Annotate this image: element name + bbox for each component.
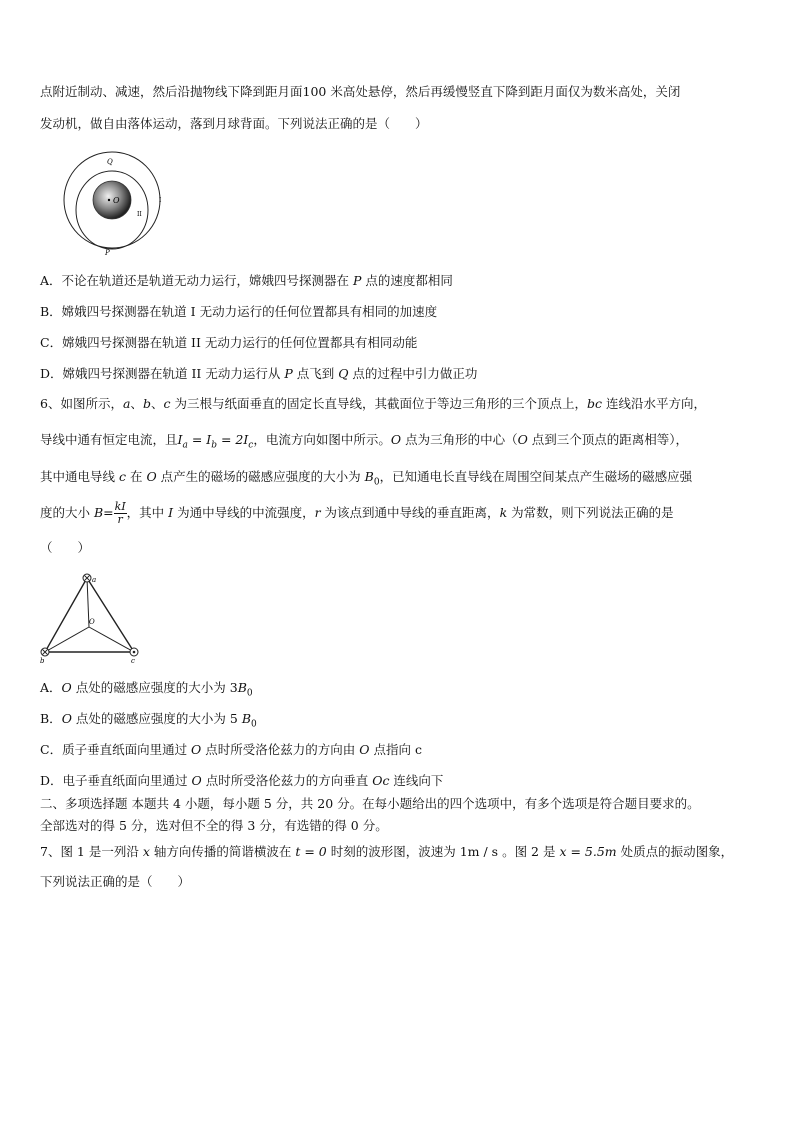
label-c: c	[131, 657, 135, 665]
label-a: a	[92, 576, 97, 584]
q5-option-d: D．嫦娥四号探测器在轨道 II 无动力运行从 P 点飞到 Q 点的过程中引力做正功	[40, 366, 478, 381]
triangle-figure	[36, 570, 146, 669]
q6-text-line1: 6、如图所示，a、b、c 为三根与纸面垂直的固定长直导线，其截面位于等边三角形的三个顶点上，bc 连线沿水平方向，	[40, 396, 706, 411]
q5-text-line2: 发动机，做自由落体运动，落到月球背面。下列说法正确的是（ ）	[40, 116, 428, 131]
wire-b-icon	[41, 648, 49, 656]
wire-c-icon	[130, 648, 138, 656]
label-orbit-2: II	[137, 211, 142, 218]
q6-option-a: A．O 点处的磁感应强度的大小为 $3B_0$	[40, 680, 253, 699]
moon-sphere	[93, 181, 131, 219]
label-orbit-1: I	[159, 197, 162, 204]
label-o: O	[89, 618, 95, 626]
current-equation: $I_a = I_b = 2I_c$	[177, 432, 254, 451]
q6-text-line4: 度的大小 B= $\frac{kI}{r}$ ，其中 I 为通中导线的中流强度，r 为该点到通中导线的垂直距离，k 为常数，则下列说法正确的是	[40, 500, 674, 526]
q5-option-b: B．嫦娥四号探测器在轨道 I 无动力运行的任何位置都具有相同的加速度	[40, 304, 438, 319]
q6-option-b: B．O 点处的磁感应强度的大小为 5 $B_0$	[40, 711, 257, 730]
section2-intro-line1: 二、多项选择题 本题共 4 小题，每小题 5 分，共 20 分。在每小题给出的四个选项中，有多个选项是符合题目要求的。	[40, 796, 700, 811]
q6-text-line2: 导线中通有恒定电流，且$I_a = I_b = 2I_c$，电流方向如图中所示。O 点为三角形的中心（O 点到三个顶点的距离相等），	[40, 432, 689, 451]
wire-a-icon	[83, 574, 91, 582]
label-p: P	[105, 249, 110, 257]
q6-option-c: C．质子垂直纸面向里通过 O 点时所受洛伦兹力的方向由 O 点指向 c	[40, 742, 422, 757]
q6-text-line5: （ ）	[40, 540, 91, 555]
orbit-figure	[55, 152, 175, 256]
q5-option-a: A．不论在轨道还是轨道无动力运行，嫦娥四号探测器在 P 点的速度都相同	[40, 273, 453, 288]
q5-option-c: C．嫦娥四号探测器在轨道 II 无动力运行的任何位置都具有相同动能	[40, 335, 418, 350]
triangle-outline	[45, 578, 134, 652]
q7-text-line2: 下列说法正确的是（ ）	[40, 874, 191, 889]
q7-text-line1: 7、图 1 是一列沿 x 轴方向传播的简谐横波在 t = 0 时刻的波形图，波速为 1m / s 。图 2 是 x = 5.5m 处质点的振动图象，	[40, 844, 734, 859]
formula-fraction: $\frac{kI}{r}$	[114, 500, 126, 526]
q6-option-d: D．电子垂直纸面向里通过 O 点时所受洛伦兹力的方向垂直 Oc 连线向下	[40, 773, 444, 788]
label-b: b	[40, 657, 45, 665]
label-q: Q	[107, 158, 113, 166]
q6-text-line3: 其中通电导线 c 在 O 点产生的磁场的磁感应强度的大小为 $B_0$，已知通电长直导线在周围空间某点产生磁场的磁感应强	[40, 469, 693, 488]
label-o: O	[113, 196, 120, 205]
section2-intro-line2: 全部选对的得 5 分，选对但不全的得 3 分，有选错的得 0 分。	[40, 818, 388, 833]
q5-text-line1: 点附近制动、减速，然后沿抛物线下降到距月面100 米高处悬停，然后再缓慢竖直下降到距月面仅为数米高处，关闭	[40, 84, 681, 99]
